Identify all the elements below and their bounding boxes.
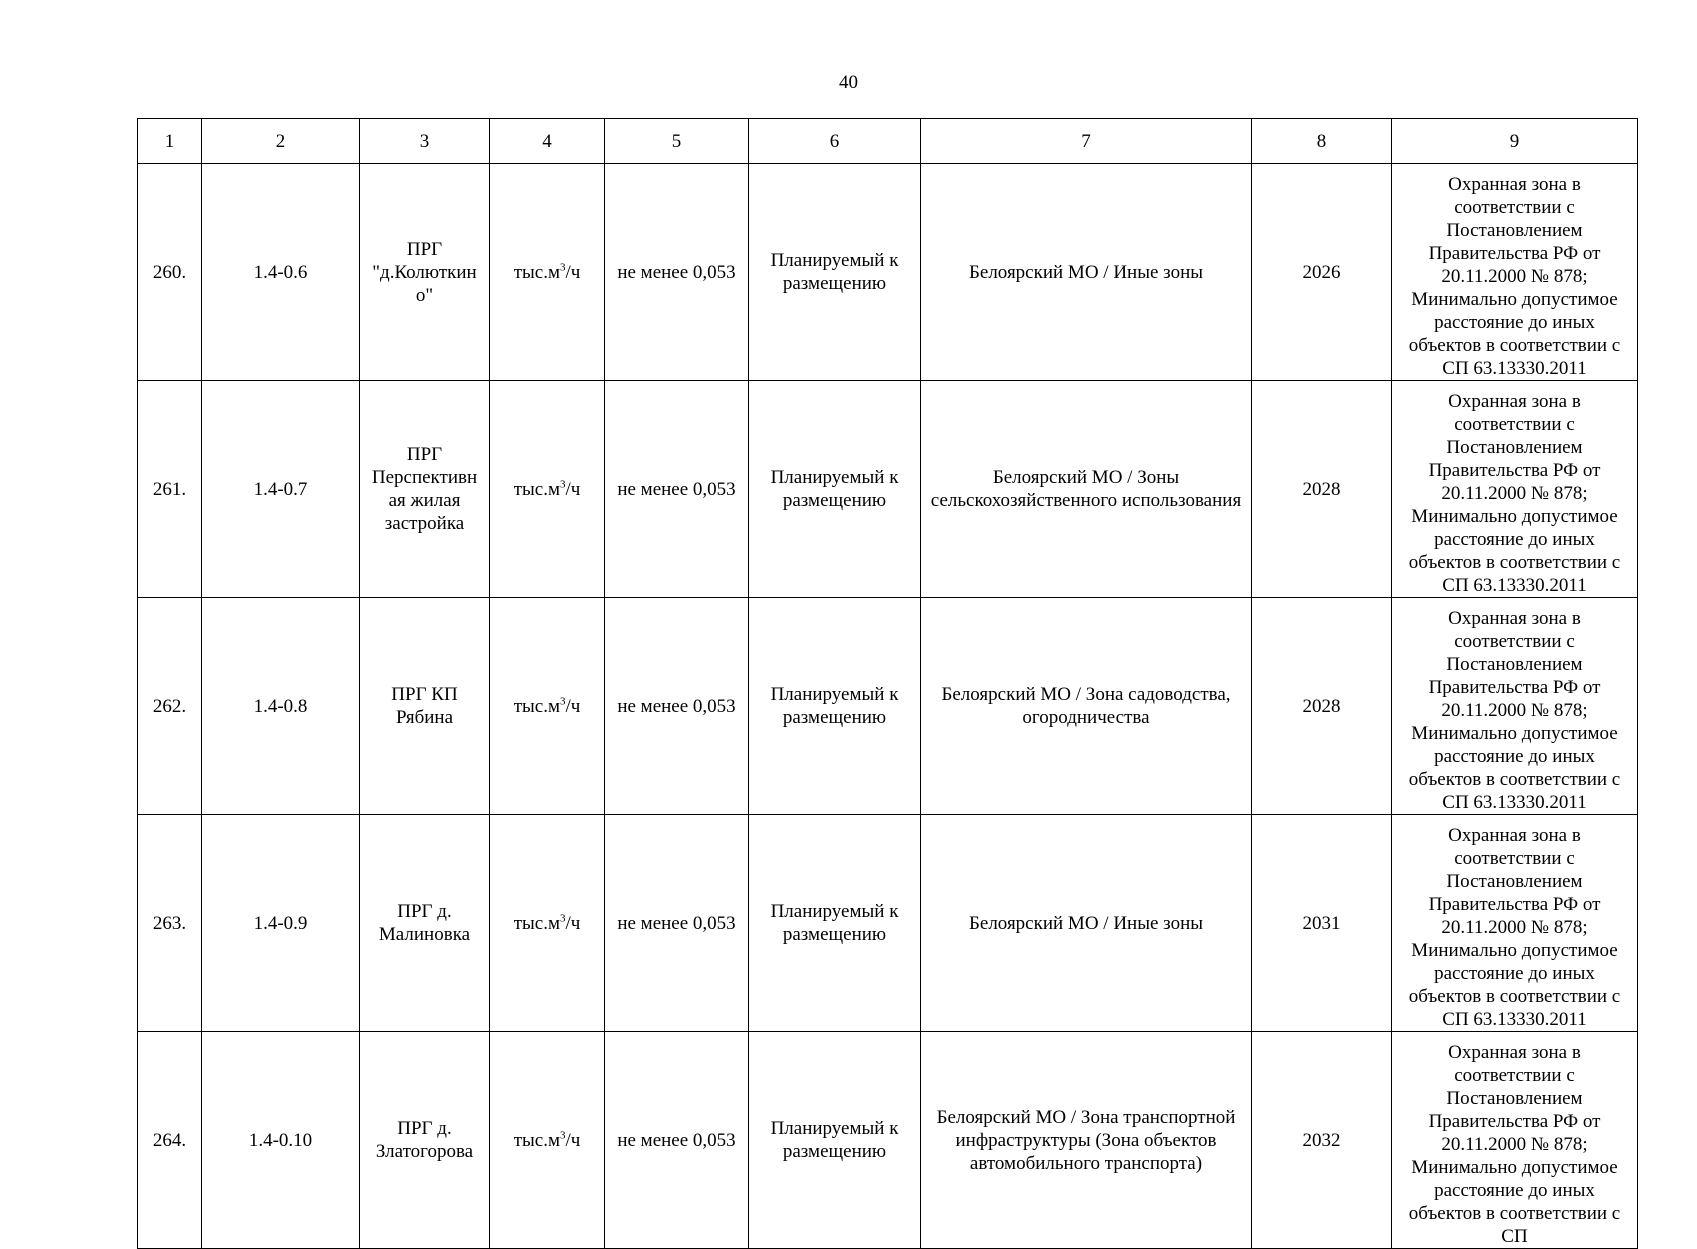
object-name: ПРГ КП Рябина bbox=[360, 598, 490, 815]
object-name: ПРГ д. Малиновка bbox=[360, 815, 490, 1032]
unit-superscript: 3 bbox=[559, 1129, 566, 1142]
object-code: 1.4-0.10 bbox=[202, 1032, 360, 1249]
header-cell: 1 bbox=[138, 119, 202, 164]
header-cell: 7 bbox=[921, 119, 1252, 164]
header-cell: 8 bbox=[1252, 119, 1392, 164]
unit-cell bbox=[490, 381, 605, 598]
location: Белоярский МО / Зоны сельскохозяйственного использования bbox=[921, 381, 1252, 598]
zone-cell bbox=[1392, 1032, 1638, 1249]
zone-cell bbox=[1392, 381, 1638, 598]
object-name: ПРГ Перспективн ая жилая застройка bbox=[360, 381, 490, 598]
unit-prefix: тыс.м bbox=[513, 695, 560, 717]
zone-cell bbox=[1392, 598, 1638, 815]
zone-text: Охранная зона в соответствии с Постановлением Правительства РФ от 20.11.2000 № 878; Минимально допустимое расстояние до иных объектов в соответствии с СП 63.13330.2011 bbox=[1408, 174, 1621, 379]
location: Белоярский МО / Иные зоны bbox=[921, 164, 1252, 381]
zone-cell bbox=[1392, 815, 1638, 1032]
capacity: не менее 0,053 bbox=[605, 164, 749, 381]
row-number: 260. bbox=[138, 164, 202, 381]
unit-cell bbox=[490, 815, 605, 1032]
unit-suffix: /ч bbox=[565, 1129, 581, 1151]
capacity: не менее 0,053 bbox=[605, 381, 749, 598]
zone-text: Охранная зона в соответствии с Постановлением Правительства РФ от 20.11.2000 № 878; Минимально допустимое расстояние до иных объектов в соответствии с СП 63.13330.2011 bbox=[1408, 391, 1621, 596]
table-row bbox=[138, 815, 1638, 1032]
year: 2031 bbox=[1252, 815, 1392, 1032]
location: Белоярский МО / Зона транспортной инфраструктуры (Зона объектов автомобильного транспорта) bbox=[921, 1032, 1252, 1249]
row-number: 263. bbox=[138, 815, 202, 1032]
table-row bbox=[138, 381, 1638, 598]
capacity: не менее 0,053 bbox=[605, 598, 749, 815]
row-number: 264. bbox=[138, 1032, 202, 1249]
data-table bbox=[137, 118, 1638, 1249]
table-row bbox=[138, 598, 1638, 815]
year: 2028 bbox=[1252, 598, 1392, 815]
status: Планируемый к размещению bbox=[749, 164, 921, 381]
zone-text: Охранная зона в соответствии с Постановлением Правительства РФ от 20.11.2000 № 878; Минимально допустимое расстояние до иных объектов в соответствии с СП bbox=[1408, 1042, 1621, 1247]
unit-cell bbox=[490, 1032, 605, 1249]
capacity: не менее 0,053 bbox=[605, 1032, 749, 1249]
status: Планируемый к размещению bbox=[749, 598, 921, 815]
unit-suffix: /ч bbox=[565, 912, 581, 934]
page-number: 40 bbox=[839, 72, 858, 93]
table-row bbox=[138, 164, 1638, 381]
header-cell: 5 bbox=[605, 119, 749, 164]
unit-superscript: 3 bbox=[559, 695, 566, 708]
unit-cell bbox=[490, 164, 605, 381]
unit-prefix: тыс.м bbox=[513, 261, 560, 283]
year: 2026 bbox=[1252, 164, 1392, 381]
table-row bbox=[138, 1032, 1638, 1249]
header-cell: 4 bbox=[490, 119, 605, 164]
year: 2032 bbox=[1252, 1032, 1392, 1249]
unit-superscript: 3 bbox=[559, 261, 566, 274]
year: 2028 bbox=[1252, 381, 1392, 598]
header-cell: 9 bbox=[1392, 119, 1638, 164]
unit-superscript: 3 bbox=[559, 912, 566, 925]
header-cell: 2 bbox=[202, 119, 360, 164]
header-cell: 3 bbox=[360, 119, 490, 164]
object-code: 1.4-0.9 bbox=[202, 815, 360, 1032]
unit-suffix: /ч bbox=[565, 261, 581, 283]
row-number: 261. bbox=[138, 381, 202, 598]
unit-suffix: /ч bbox=[565, 478, 581, 500]
capacity: не менее 0,053 bbox=[605, 815, 749, 1032]
zone-text: Охранная зона в соответствии с Постановлением Правительства РФ от 20.11.2000 № 878; Минимально допустимое расстояние до иных объектов в соответствии с СП 63.13330.2011 bbox=[1408, 825, 1621, 1030]
unit-prefix: тыс.м bbox=[513, 912, 560, 934]
zone-cell bbox=[1392, 164, 1638, 381]
unit-suffix: /ч bbox=[565, 695, 581, 717]
object-name: ПРГ д. Златогорова bbox=[360, 1032, 490, 1249]
object-code: 1.4-0.6 bbox=[202, 164, 360, 381]
row-number: 262. bbox=[138, 598, 202, 815]
unit-cell bbox=[490, 598, 605, 815]
location: Белоярский МО / Иные зоны bbox=[921, 815, 1252, 1032]
header-row bbox=[138, 119, 1638, 164]
object-code: 1.4-0.7 bbox=[202, 381, 360, 598]
location: Белоярский МО / Зона садоводства, огородничества bbox=[921, 598, 1252, 815]
status: Планируемый к размещению bbox=[749, 1032, 921, 1249]
unit-prefix: тыс.м bbox=[513, 478, 560, 500]
unit-superscript: 3 bbox=[559, 478, 566, 491]
header-cell: 6 bbox=[749, 119, 921, 164]
status: Планируемый к размещению bbox=[749, 815, 921, 1032]
zone-text: Охранная зона в соответствии с Постановлением Правительства РФ от 20.11.2000 № 878; Минимально допустимое расстояние до иных объектов в соответствии с СП 63.13330.2011 bbox=[1408, 608, 1621, 813]
object-code: 1.4-0.8 bbox=[202, 598, 360, 815]
object-name: ПРГ "д.Колюткин о" bbox=[360, 164, 490, 381]
status: Планируемый к размещению bbox=[749, 381, 921, 598]
unit-prefix: тыс.м bbox=[513, 1129, 560, 1151]
